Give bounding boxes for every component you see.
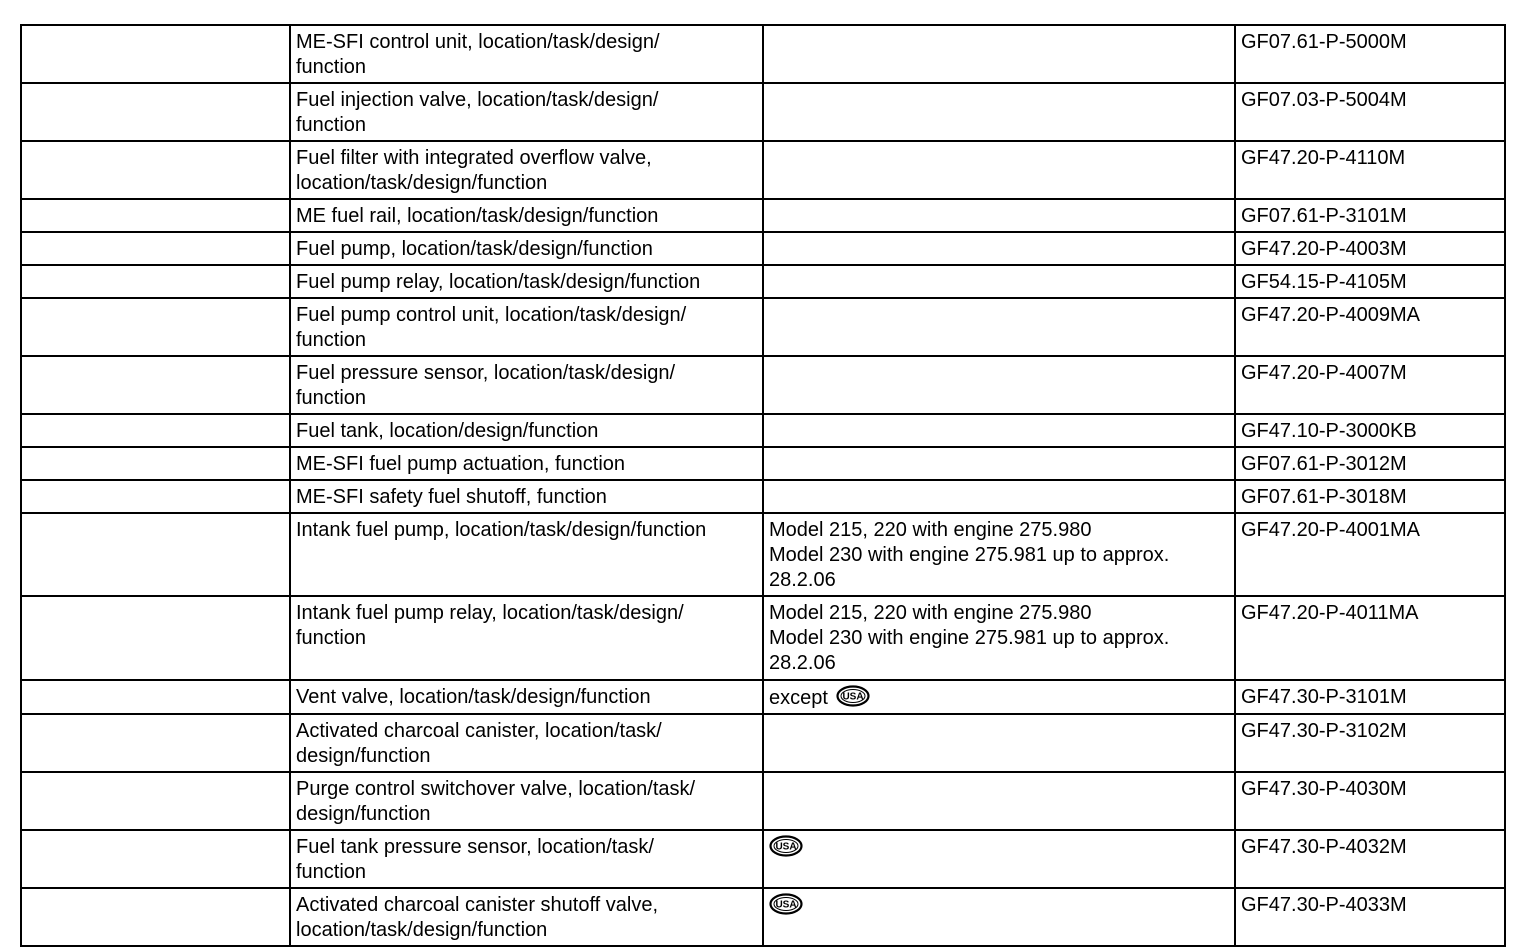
validity-note-line: Model 230 with engine 275.981 up to approx. bbox=[769, 627, 1170, 649]
document-title-line: Intank fuel pump relay, location/task/design/ bbox=[296, 602, 684, 624]
document-title-cell bbox=[290, 414, 763, 447]
document-title-line: location/task/design/function bbox=[296, 919, 548, 941]
table-row bbox=[21, 414, 1505, 447]
blank-cell bbox=[21, 265, 290, 298]
validity-note-line: Model 215, 220 with engine 275.980 bbox=[769, 519, 1092, 541]
validity-note-cell bbox=[763, 25, 1235, 83]
reference-table bbox=[20, 24, 1506, 947]
document-code-link[interactable]: GF47.30-P-3101M bbox=[1241, 686, 1407, 708]
validity-note-cell bbox=[763, 680, 1235, 714]
usa-emblem-icon bbox=[836, 685, 870, 707]
document-title-line: location/task/design/function bbox=[296, 172, 548, 194]
document-title-line: ME-SFI fuel pump actuation, function bbox=[296, 453, 626, 475]
validity-note-cell bbox=[763, 141, 1235, 199]
document-title-cell bbox=[290, 199, 763, 232]
document-code-cell[interactable] bbox=[1235, 772, 1505, 830]
validity-note-cell bbox=[763, 513, 1235, 596]
document-code-link[interactable]: GF47.20-P-4011MA bbox=[1241, 602, 1419, 624]
table-row bbox=[21, 141, 1505, 199]
validity-note-cell bbox=[763, 265, 1235, 298]
validity-note-cell bbox=[763, 596, 1235, 680]
document-title-cell bbox=[290, 83, 763, 141]
document-code-cell[interactable] bbox=[1235, 680, 1505, 714]
usa-emblem-label: USA bbox=[775, 899, 797, 911]
table-row bbox=[21, 714, 1505, 772]
document-title-cell bbox=[290, 714, 763, 772]
validity-note-cell bbox=[763, 83, 1235, 141]
table-row bbox=[21, 830, 1505, 888]
document-title-line: Fuel pump relay, location/task/design/function bbox=[296, 271, 701, 293]
validity-note-cell bbox=[763, 298, 1235, 356]
document-code-cell[interactable] bbox=[1235, 414, 1505, 447]
document-title-line: design/function bbox=[296, 803, 431, 825]
document-title-line: Intank fuel pump, location/task/design/function bbox=[296, 519, 707, 541]
document-title-cell bbox=[290, 480, 763, 513]
validity-note-cell bbox=[763, 714, 1235, 772]
document-title-line: Fuel pressure sensor, location/task/design/ bbox=[296, 362, 676, 384]
blank-cell bbox=[21, 596, 290, 680]
blank-cell bbox=[21, 480, 290, 513]
document-title-cell bbox=[290, 25, 763, 83]
document-code-cell[interactable] bbox=[1235, 232, 1505, 265]
document-title-line: Activated charcoal canister shutoff valve, bbox=[296, 894, 659, 916]
table-row bbox=[21, 298, 1505, 356]
document-title-line: Activated charcoal canister, location/task/ bbox=[296, 720, 662, 742]
document-code-cell[interactable] bbox=[1235, 447, 1505, 480]
document-code-link[interactable]: GF07.61-P-3101M bbox=[1241, 205, 1407, 227]
document-title-cell bbox=[290, 356, 763, 414]
document-code-link[interactable]: GF47.30-P-3102M bbox=[1241, 720, 1407, 742]
blank-cell bbox=[21, 447, 290, 480]
document-code-link[interactable]: GF07.61-P-5000M bbox=[1241, 31, 1407, 53]
document-code-link[interactable]: GF07.61-P-3012M bbox=[1241, 453, 1407, 475]
document-title-line: Fuel tank, location/design/function bbox=[296, 420, 599, 442]
document-title-line: Fuel filter with integrated overflow valve, bbox=[296, 147, 652, 169]
validity-note-cell bbox=[763, 199, 1235, 232]
document-code-link[interactable]: GF47.20-P-4009MA bbox=[1241, 304, 1420, 326]
document-title-line: Purge control switchover valve, location/task/ bbox=[296, 778, 696, 800]
validity-note-cell bbox=[763, 232, 1235, 265]
document-title-line: ME-SFI control unit, location/task/design/ bbox=[296, 31, 660, 53]
table-row bbox=[21, 596, 1505, 680]
document-code-cell[interactable] bbox=[1235, 830, 1505, 888]
blank-cell bbox=[21, 25, 290, 83]
usa-emblem-icon bbox=[769, 893, 803, 915]
table-row bbox=[21, 232, 1505, 265]
table-row bbox=[21, 680, 1505, 714]
blank-cell bbox=[21, 772, 290, 830]
validity-note-cell bbox=[763, 447, 1235, 480]
document-code-cell[interactable] bbox=[1235, 83, 1505, 141]
document-title-line: Vent valve, location/task/design/function bbox=[296, 686, 651, 708]
document-code-link[interactable]: GF47.10-P-3000KB bbox=[1241, 420, 1417, 442]
document-title-cell bbox=[290, 447, 763, 480]
reference-table-body bbox=[21, 25, 1505, 946]
document-code-link[interactable]: GF47.20-P-4110M bbox=[1241, 147, 1406, 169]
validity-note-line: 28.2.06 bbox=[769, 569, 836, 591]
document-code-cell[interactable] bbox=[1235, 298, 1505, 356]
validity-note-line: 28.2.06 bbox=[769, 652, 836, 674]
blank-cell bbox=[21, 298, 290, 356]
table-row bbox=[21, 265, 1505, 298]
table-row bbox=[21, 25, 1505, 83]
blank-cell bbox=[21, 83, 290, 141]
document-title-cell bbox=[290, 596, 763, 680]
document-code-cell[interactable] bbox=[1235, 513, 1505, 596]
blank-cell bbox=[21, 141, 290, 199]
blank-cell bbox=[21, 356, 290, 414]
document-code-link[interactable]: GF47.20-P-4001MA bbox=[1241, 519, 1420, 541]
blank-cell bbox=[21, 714, 290, 772]
blank-cell bbox=[21, 232, 290, 265]
table-row bbox=[21, 772, 1505, 830]
table-row bbox=[21, 199, 1505, 232]
document-code-cell[interactable] bbox=[1235, 714, 1505, 772]
document-code-link[interactable]: GF47.30-P-4033M bbox=[1241, 894, 1407, 916]
document-code-cell[interactable] bbox=[1235, 141, 1505, 199]
document-title-line: Fuel pump control unit, location/task/design/ bbox=[296, 304, 687, 326]
document-code-link[interactable]: GF47.30-P-4030M bbox=[1241, 778, 1407, 800]
document-code-cell[interactable] bbox=[1235, 356, 1505, 414]
document-title-line: function bbox=[296, 56, 367, 78]
table-row bbox=[21, 83, 1505, 141]
document-code-link[interactable]: GF07.03-P-5004M bbox=[1241, 89, 1407, 111]
validity-note-line: except USA bbox=[769, 685, 1230, 711]
document-title-line: Fuel tank pressure sensor, location/task/ bbox=[296, 836, 654, 858]
document-title-line: function bbox=[296, 387, 367, 409]
validity-note-cell bbox=[763, 772, 1235, 830]
usa-emblem-icon bbox=[769, 835, 803, 857]
document-code-cell[interactable] bbox=[1235, 480, 1505, 513]
validity-note-cell bbox=[763, 888, 1235, 946]
document-title-line: function bbox=[296, 861, 367, 883]
document-code-link[interactable]: GF47.20-P-4007M bbox=[1241, 362, 1407, 384]
document-code-link[interactable]: GF54.15-P-4105M bbox=[1241, 271, 1407, 293]
document-title-line: function bbox=[296, 627, 367, 649]
usa-emblem-label: USA bbox=[842, 691, 864, 703]
document-title-line: function bbox=[296, 329, 367, 351]
document-code-link[interactable]: GF47.20-P-4003M bbox=[1241, 238, 1407, 260]
validity-note-line: Model 230 with engine 275.981 up to approx. bbox=[769, 544, 1170, 566]
validity-note-cell bbox=[763, 356, 1235, 414]
document-code-link[interactable]: GF07.61-P-3018M bbox=[1241, 486, 1407, 508]
document-code-cell[interactable] bbox=[1235, 199, 1505, 232]
document-code-cell[interactable] bbox=[1235, 888, 1505, 946]
document-title-cell bbox=[290, 772, 763, 830]
blank-cell bbox=[21, 680, 290, 714]
usa-emblem-label: USA bbox=[775, 841, 797, 853]
document-title-line: Fuel pump, location/task/design/function bbox=[296, 238, 653, 260]
validity-note-cell bbox=[763, 414, 1235, 447]
table-row bbox=[21, 356, 1505, 414]
document-title-line: ME-SFI safety fuel shutoff, function bbox=[296, 486, 607, 508]
table-row bbox=[21, 888, 1505, 946]
blank-cell bbox=[21, 513, 290, 596]
document-title-cell bbox=[290, 265, 763, 298]
table-row bbox=[21, 447, 1505, 480]
document-title-cell bbox=[290, 680, 763, 714]
document-title-cell bbox=[290, 830, 763, 888]
document-title-line: design/function bbox=[296, 745, 431, 767]
blank-cell bbox=[21, 830, 290, 888]
blank-cell bbox=[21, 888, 290, 946]
document-title-cell bbox=[290, 232, 763, 265]
document-title-line: function bbox=[296, 114, 367, 136]
table-row bbox=[21, 480, 1505, 513]
blank-cell bbox=[21, 199, 290, 232]
document-title-cell bbox=[290, 298, 763, 356]
validity-note-cell bbox=[763, 480, 1235, 513]
document-title-cell bbox=[290, 141, 763, 199]
document-title-cell bbox=[290, 513, 763, 596]
document-title-cell bbox=[290, 888, 763, 946]
document-title-line: Fuel injection valve, location/task/design/ bbox=[296, 89, 659, 111]
document-title-line: ME fuel rail, location/task/design/function bbox=[296, 205, 659, 227]
document-code-cell[interactable] bbox=[1235, 265, 1505, 298]
document-code-link[interactable]: GF47.30-P-4032M bbox=[1241, 836, 1407, 858]
validity-note-cell bbox=[763, 830, 1235, 888]
document-code-cell[interactable] bbox=[1235, 596, 1505, 680]
validity-note-line: Model 215, 220 with engine 275.980 bbox=[769, 602, 1092, 624]
table-row bbox=[21, 513, 1505, 596]
blank-cell bbox=[21, 414, 290, 447]
document-code-cell[interactable] bbox=[1235, 25, 1505, 83]
